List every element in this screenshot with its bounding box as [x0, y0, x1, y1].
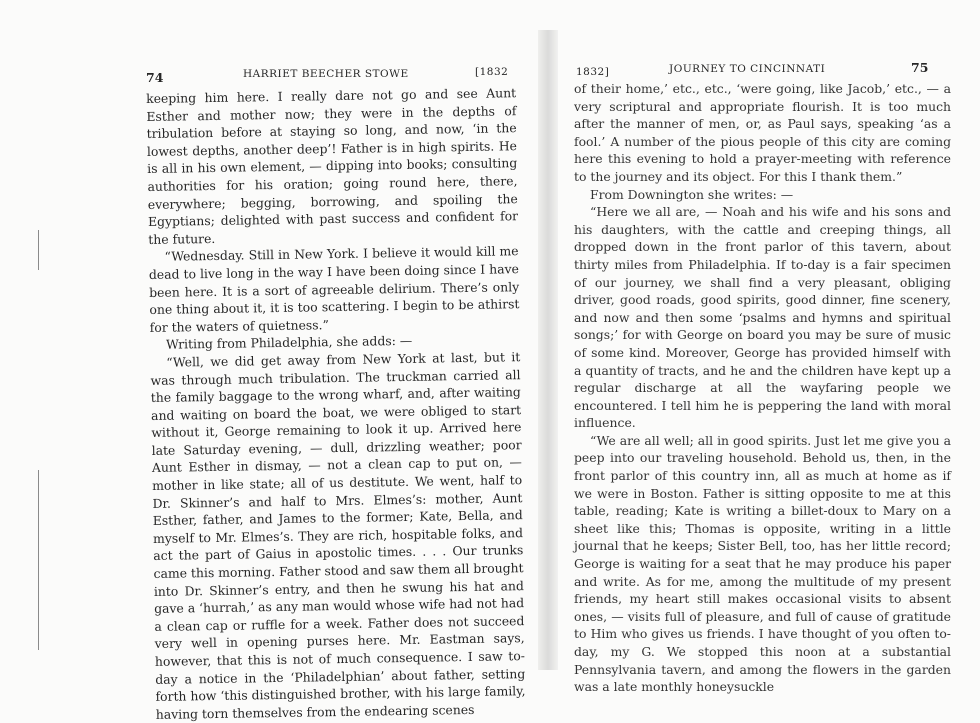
running-head: HARRIET BEECHER STOWE [243, 68, 409, 80]
right-page [556, 0, 980, 701]
running-head-year: 1832] [576, 66, 610, 78]
paragraph: of their home,’ etc., etc., ‘were going, like Jacob,’ etc., — a very scriptural and appropriate flourish. It is too much after the manner of men, or, as Paul says, speaking ‘as a fool.’ A number of the pious people of this city are coming here this evening to hold a prayer-meeting with reference to the journey and its object. For this I thank them.” [574, 81, 951, 184]
paragraph: Writing from Philadelphia, she adds: — [165, 333, 413, 353]
page-body [574, 80, 951, 696]
page-body [146, 84, 526, 723]
running-head-year: [1832 [475, 66, 509, 78]
page-number: 75 [911, 60, 929, 75]
running-head: JOURNEY TO CINCINNATI [669, 63, 826, 75]
book-gutter [538, 30, 558, 670]
paragraph: “We are all well; all in good spirits. Just let me give you a peep into our traveling household. Behold us, then, in the front parlor of this country inn, all as much at home as if we were in Boston. Father is sitting opposite to me at this table, reading; Kate is writing a billet-doux to Mary on a sheet like this; Thomas is opposite, writing in a little journal that he keeps; Sister Bell, too, has her little record; George is waiting for a seat that he may produce his paper and write. As for me, among the multitude of my present friends, my heart still makes occasional visits to absent ones, — visits full of pleasure, and full of cause of gratitude to Him who gives us friends. I have thought of you often to-day, my G. We stopped this noon at a substantial Pennsylvania tavern, and among the flowers in the garden was a late monthly honeysuckle [574, 432, 951, 695]
paragraph: “Well, we did get away from New York at last, but it was through much tribulation. The truckman carried all the family baggage to the wrong wharf, and, after waiting and waiting on board the boat, we were obliged to start without it, George remaining to look it up. Arrived here late Saturday evening, — dull, drizzling weather; poor Aunt Esther in dismay, — not a clean cap to put on, — mother in like state; all of us destitute. We went, half to Dr. Skinner’s and half to Mrs. Elmes’s: mother, Aunt Esther, father, and James to the former; Kate, Bella, and myself to Mr. Elmes’s. They are rich, hospitable folks, and act the part of Gaius in apostolic times. . . . Our trunks came this morning. Father stood and saw them all brought into Dr. Skinner’s entry, and then he swung his hat and gave a ‘hurrah,’ as any man would whose wife had not had a clean cap or ruffle for a week. Father does not succeed very well in opening purses here. Mr. Eastman says, however, that this is not of much consequence. I saw to-day a notice in the ‘Philadelphian’ about father, setting forth how ‘this distinguished brother, with his large family, having torn themselves from the endearing scenes [150, 349, 526, 722]
page-number: 74 [146, 70, 164, 85]
paragraph: From Downington she writes: — [590, 186, 794, 202]
paragraph: keeping him here. I really dare not go and see Aunt Esther and mother now; they were in the depths of tribulation before at staying so long, and now, ‘in the lowest depths, another deep’! Father is in high spirits. He is all in his own element, — dipping into books; consulting authorities for his oration; going round here, there, everywhere; begging, borrowing, and spoiling the Egyptians; delighted with past success and confident for the future. [146, 85, 519, 247]
paragraph: “Here we all are, — Noah and his wife and his sons and his daughters, with the cattle and creeping things, all dropped down in the front parlor of this tavern, about thirty miles from Philadelphia. If to-day is a fair specimen of our journey, we shall find a very pleasant, obliging driver, good roads, good spirits, good dinner, fine scenery, and now and then some ‘psalms and hymns and spiritual songs;’ for with George on board you may be sure of music of some kind. Moreover, George has provided himself with a quantity of tracts, and he and the children have kept up a regular discharge at all the wayfaring people we encountered. I tell him he is peppering the land with moral influence. [574, 204, 951, 431]
paragraph: “Wednesday. Still in New York. I believe it would kill me dead to live long in the way I have been doing since I have been here. It is a sort of agreeable delirium. There’s only one thing about it, it is too scattering. I begin to be athirst for the waters of quietness.” [148, 243, 520, 335]
